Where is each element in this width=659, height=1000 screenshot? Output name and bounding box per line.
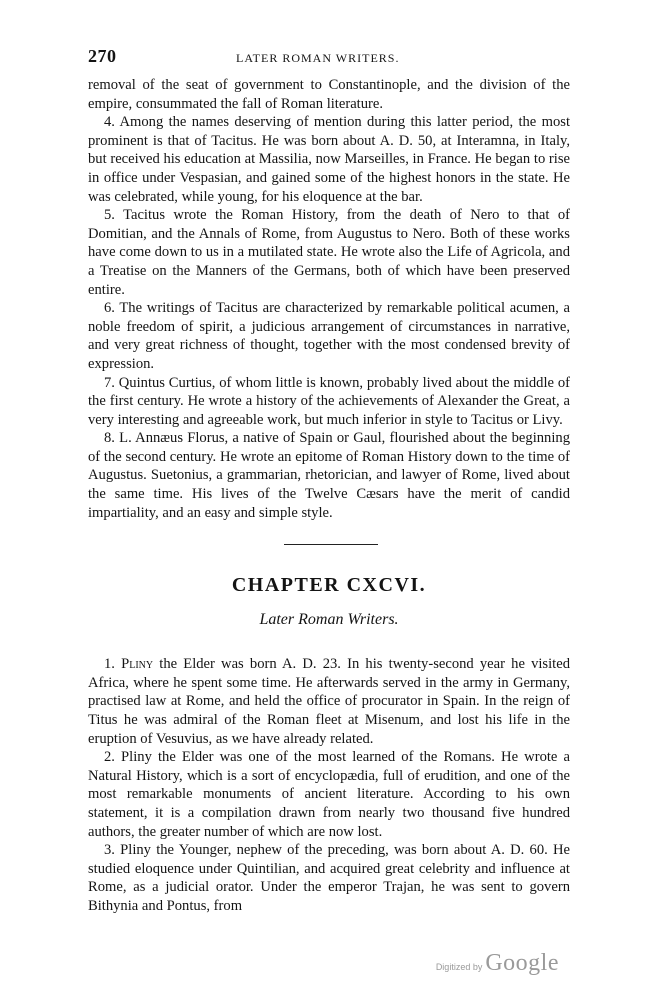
paragraph-8: 8. L. Annæus Florus, a native of Spain or Gaul, flourished about the beginning of the second century. He wrote an epitome of Roman History down to the time of Augustus. Suetonius, a grammarian, rhetorician, and lawyer of Rome, lived about the same time. His lives of the Twelve Cæsars have the merit of candid impartiality, and an easy and simple style. bbox=[88, 430, 570, 521]
page-header bbox=[88, 46, 570, 72]
chapter-body bbox=[88, 655, 570, 915]
paragraph-number: 1. bbox=[104, 656, 115, 673]
lead-word: Pliny bbox=[121, 656, 154, 673]
watermark-prefix: Digitized by bbox=[435, 962, 483, 972]
chapter-subtitle: Later Roman Writers. bbox=[259, 611, 399, 629]
google-logo: Google bbox=[485, 950, 559, 976]
paragraph-5: 5. Tacitus wrote the Roman History, from the death of Nero to that of Domitian, and the Annals of Rome, from Augustus to Nero. Both of these works have come down to us in a mutilated state. He wrote also the Life of Agricola, and a Treatise on the Manners of the Germans, both of which have been preserved entire. bbox=[88, 207, 570, 298]
paragraph-text: the Elder was born A. D. 23. In his twenty-second year he visited Africa, where he spent some time. He afterwards served in the army in Germany, practised law at Rome, and held the office of procurator in Spain. In the reign of Titus he was admiral of the Roman fleet at Misenum, and lost his life in the eruption of Vesuvius, as we have already related. bbox=[88, 656, 570, 747]
chapter-paragraph-1 bbox=[88, 655, 570, 748]
section-divider bbox=[284, 544, 378, 545]
google-watermark bbox=[436, 950, 559, 977]
chapter-paragraph-3: 3. Pliny the Younger, nephew of the preceding, was born about A. D. 60. He studied eloquence under Quintilian, and acquired great celebrity and influence at Rome, as a judicial orator. Under the emperor Trajan, he was sent to govern Bithynia and Pontus, from bbox=[88, 842, 570, 914]
paragraph-4: 4. Among the names deserving of mention during this latter period, the most prominent is that of Tacitus. He was born about A. D. 50, at Interamna, in Italy, but received his education at Massilia, now Marseilles, in France. He began to rise in office under Vespasian, and gained some of the highest honors in the state. He was celebrated, while young, for his eloquence at the bar. bbox=[88, 114, 570, 205]
previous-section bbox=[88, 76, 570, 522]
page-number: 270 bbox=[88, 46, 117, 66]
paragraph-7: 7. Quintus Curtius, of whom little is known, probably lived about the middle of the first century. He wrote a history of the achievements of Alexander the Great, a very interesting and agreeable work, but much inferior in style to Tacitus or Livy. bbox=[88, 374, 570, 428]
book-page bbox=[88, 46, 570, 916]
chapter-paragraph-2: 2. Pliny the Elder was one of the most learned of the Romans. He wrote a Natural History, which is a sort of encyclopædia, full of erudition, and one of the most remarkable monuments of ancient literature. According to his own statement, it is a compilation drawn from nearly two thousand five hundred authors, the greater number of which are now lost. bbox=[88, 749, 570, 840]
running-head: LATER ROMAN WRITERS. bbox=[236, 51, 400, 65]
paragraph-6: 6. The writings of Tacitus are characterized by remarkable political acumen, a noble freedom of spirit, a judicious arrangement of circumstances in narrative, and very great richness of thought, together with the most condensed brevity of expression. bbox=[88, 300, 570, 372]
chapter-title: CHAPTER CXCVI. bbox=[231, 574, 427, 597]
paragraph-continued: removal of the seat of government to Constantinople, and the division of the empire, consummated the fall of Roman literature. bbox=[88, 77, 570, 112]
